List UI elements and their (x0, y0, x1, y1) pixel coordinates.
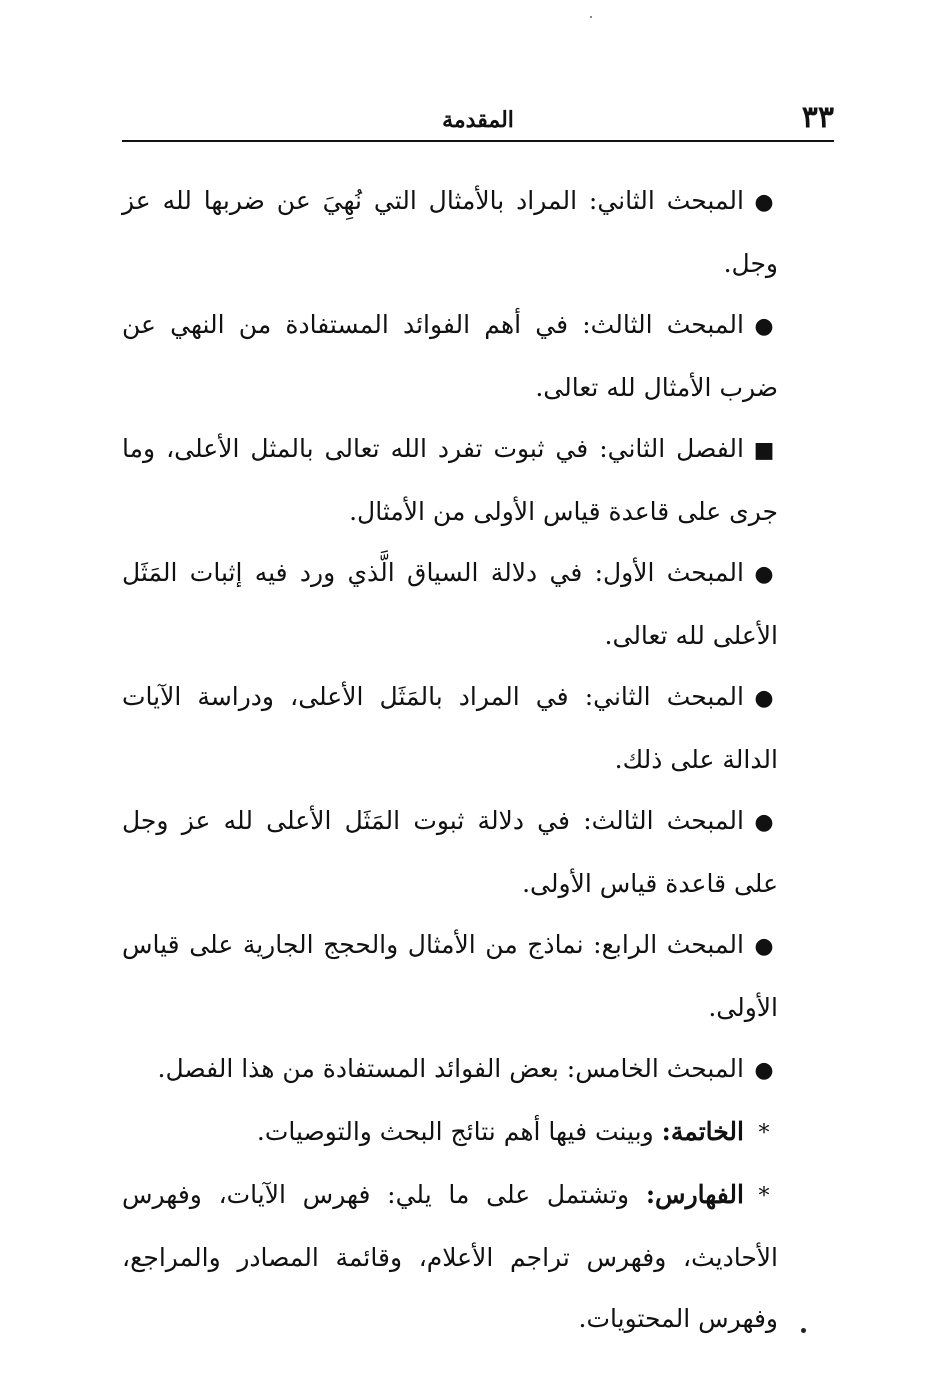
item-text: المبحث الثالث: في أهم الفوائد المستفادة من النهي عن ضرب الأمثال لله تعالى. (122, 310, 778, 402)
list-item (122, 170, 778, 294)
list-item (122, 666, 778, 790)
item-text: المبحث الثاني: المراد بالأمثال التي نُهِيَ عن ضربها لله عز وجل. (122, 186, 778, 278)
asterisk-bullet-icon: * (758, 1121, 770, 1146)
list-item (122, 1101, 778, 1164)
item-lead: الفهارس: (645, 1180, 744, 1209)
scan-dot (801, 1328, 806, 1333)
item-lead: الخاتمة: (661, 1117, 744, 1146)
list-item (122, 1038, 778, 1101)
bullet-icon: ● (754, 190, 774, 215)
running-title: المقدمة (442, 107, 514, 133)
item-text: وبينت فيها أهم نتائج البحث والتوصيات. (256, 1117, 662, 1146)
table-of-contents-list (122, 170, 778, 1349)
asterisk-bullet-icon: * (758, 1184, 770, 1209)
item-text: المبحث الثالث: في دلالة ثبوت المَثَل الأعلى لله عز وجل على قاعدة قياس الأولى. (122, 806, 778, 898)
list-item (122, 790, 778, 914)
square-bullet-icon: ■ (753, 438, 775, 463)
page-header (122, 96, 834, 142)
list-item (122, 418, 778, 542)
item-text: المبحث الرابع: نماذج من الأمثال والحجج الجارية على قياس الأولى. (122, 930, 778, 1022)
bullet-icon: ● (754, 934, 774, 959)
list-item (122, 1164, 778, 1349)
scan-speck (590, 16, 592, 18)
list-item (122, 542, 778, 666)
bullet-icon: ● (754, 810, 774, 835)
item-text: المبحث الأول: في دلالة السياق الَّذي ورد فيه إثبات المَثَل الأعلى لله تعالى. (122, 558, 778, 650)
item-text: وتشتمل على ما يلي: فهرس الآيات، وفهرس الأحاديث، وفهرس تراجم الأعلام، وقائمة المصادر والمراجع، وفهرس المحتويات. (122, 1180, 778, 1333)
bullet-icon: ● (754, 562, 774, 587)
page-number: ٣٣ (801, 100, 834, 135)
bullet-icon: ● (754, 314, 774, 339)
item-text: الفصل الثاني: في ثبوت تفرد الله تعالى بالمثل الأعلى، وما جرى على قاعدة قياس الأولى من الأمثال. (122, 434, 778, 526)
list-item (122, 914, 778, 1038)
item-text: المبحث الخامس: بعض الفوائد المستفادة من هذا الفصل. (157, 1054, 744, 1083)
bullet-icon: ● (754, 686, 774, 711)
list-item (122, 294, 778, 418)
item-text: المبحث الثاني: في المراد بالمَثَل الأعلى، ودراسة الآيات الدالة على ذلك. (122, 682, 778, 774)
bullet-icon: ● (754, 1058, 774, 1083)
